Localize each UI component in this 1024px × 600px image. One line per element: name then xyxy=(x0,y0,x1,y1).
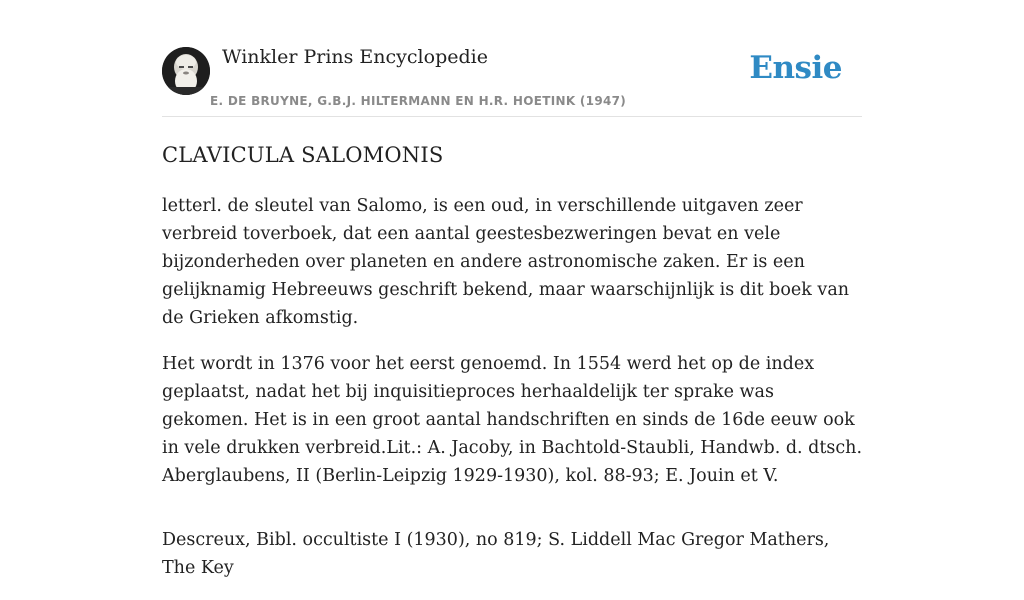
article-title: CLAVICULA SALOMONIS xyxy=(162,143,444,167)
source-header xyxy=(162,0,862,117)
article-paragraph: letterl. de sleutel van Salomo, is een oud, in verschillende uitgaven zeer verbreid toverboek, dat een aantal geestesbezweringen bevat en vele bijzonderheden over planeten en andere astronomische zaken. Er is een gelijknamig Hebreeuws geschrift bekend, maar waarschijnlijk is dit boek van de Grieken afkomstig. xyxy=(162,196,850,328)
source-authors: E. DE BRUYNE, G.B.J. HILTERMANN EN H.R. HOETINK (1947) xyxy=(210,94,627,108)
portrait-image xyxy=(162,47,210,95)
article-paragraph: Descreux, Bibl. occultiste I (1930), no 819; S. Liddell Mac Gregor Mathers, The Key xyxy=(162,530,830,578)
ensie-logo[interactable]: Ensie xyxy=(749,50,842,86)
article-paragraph: Het wordt in 1376 voor het eerst genoemd. In 1554 werd het op de index geplaatst, nadat het bij inquisitieproces herhaaldelijk ter sprake was gekomen. Het is in een groot aantal handschriften en sinds de 16de eeuw ook in vele drukken verbreid.Lit.: A. Jacoby, in Bachtold-Staubli, Handwb. d. dtsch. Aberglaubens, II (Berlin-Leipzig 1929-1930), kol. 88-93; E. Jouin et V. xyxy=(162,354,863,486)
article-body xyxy=(162,192,862,582)
author-avatar[interactable] xyxy=(162,47,210,95)
source-title[interactable]: Winkler Prins Encyclopedie xyxy=(222,46,488,68)
page xyxy=(162,0,862,600)
